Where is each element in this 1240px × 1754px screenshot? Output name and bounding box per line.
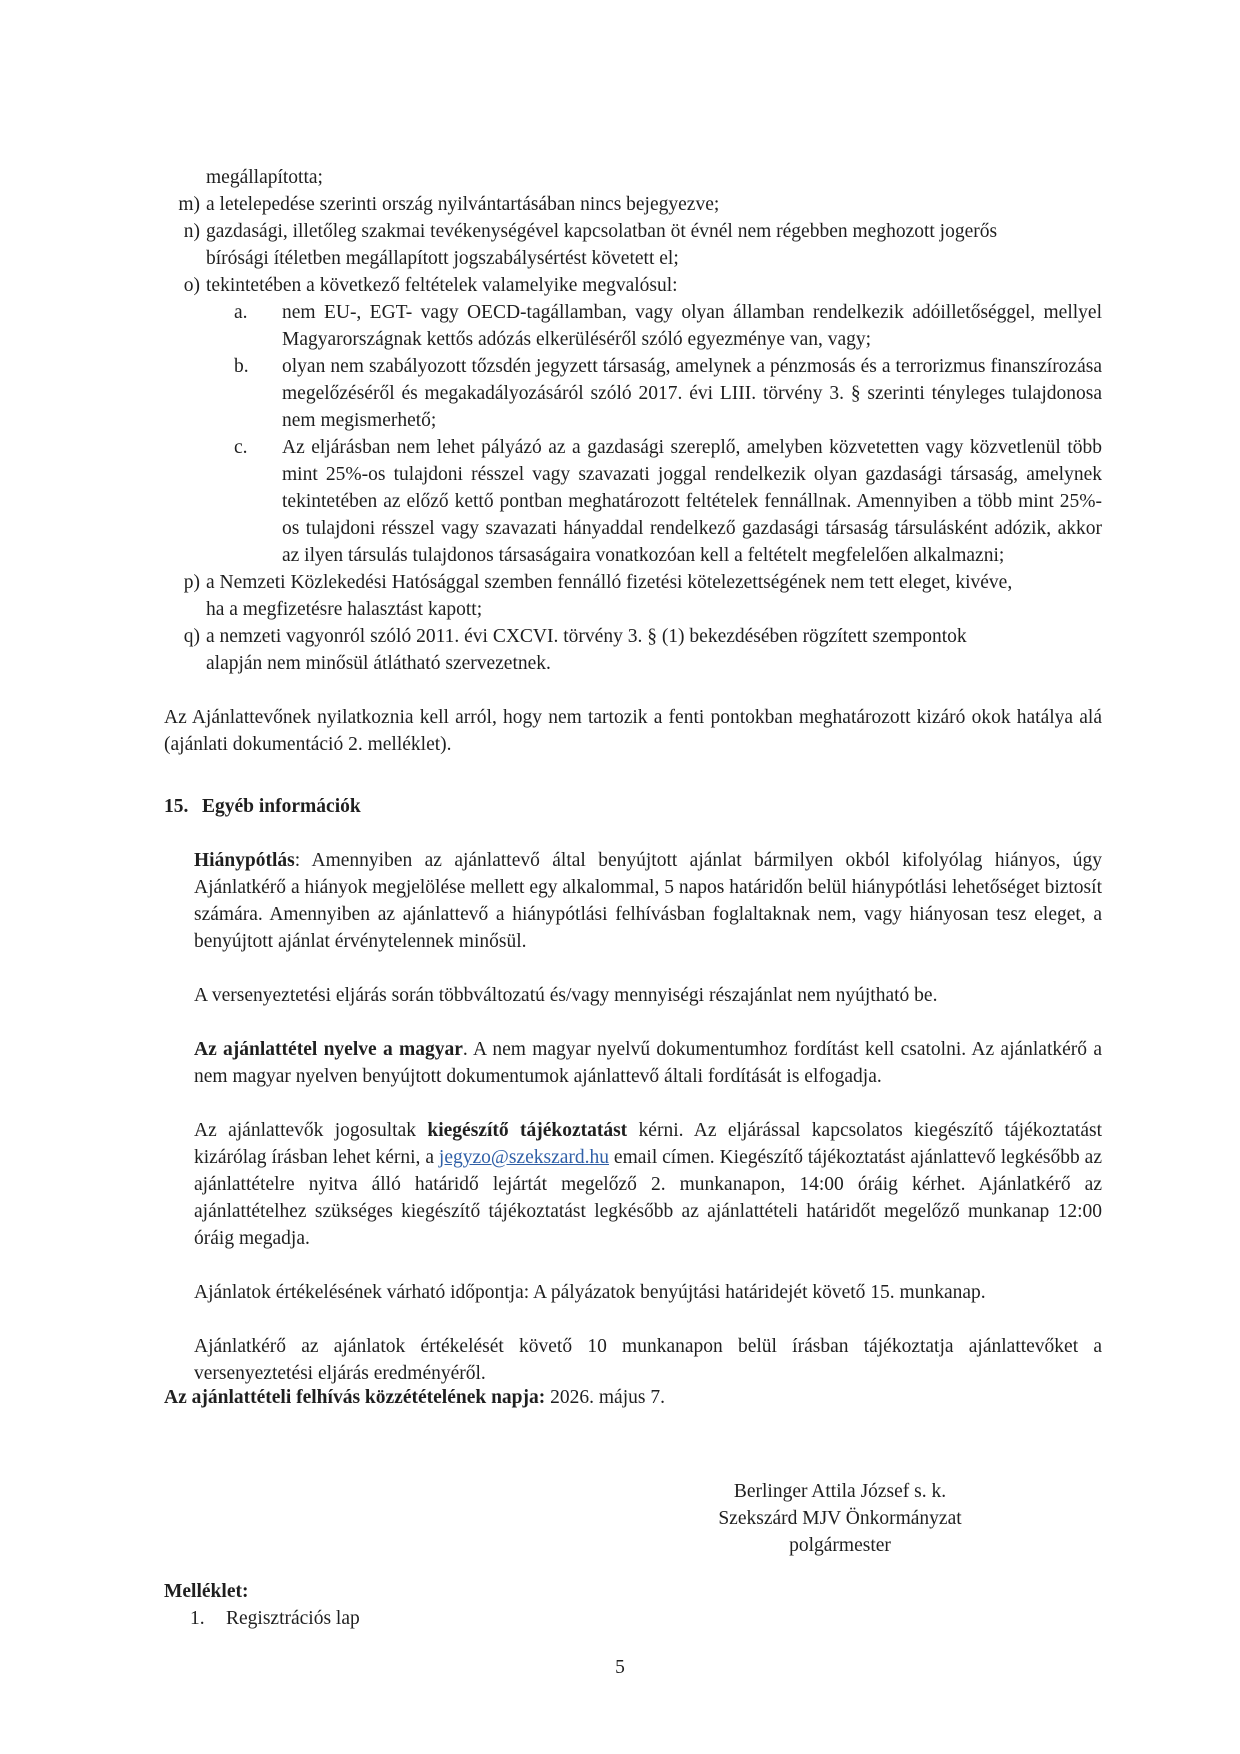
sub-item-b <box>164 353 1102 434</box>
signatory-role: polgármester <box>789 1535 891 1556</box>
publication-date: 2026. május 7. <box>545 1387 665 1408</box>
list-item-label: n) <box>183 221 200 242</box>
annex-block <box>164 1578 664 1632</box>
publication-date-line <box>164 1384 665 1411</box>
sub-item-a <box>164 299 1102 353</box>
list-item-text: a Nemzeti Közlekedési Hatósággal szemben fennálló fizetési kötelezettségének nem tett eleget, kivéve, <box>206 572 1013 593</box>
paragraph-evaluation-date: Ajánlatok értékelésének várható időpontja: A pályázatok benyújtási határidejét követő 15. munkanap. <box>194 1282 986 1303</box>
section-body <box>164 847 1102 1387</box>
list-item-text: megállapította; <box>206 167 323 188</box>
list-item-n <box>164 218 1102 245</box>
list-item-text: a letelepedése szerinti ország nyilvántartásában nincs bejegyezve; <box>206 194 720 215</box>
signatory-name: Berlinger Attila József s. k. <box>733 1481 947 1502</box>
paragraph-supplementary-info: Az ajánlattevők jogosultak kiegészítő tájékoztatást kérni. Az eljárással kapcsolatos kiegészítő tájékoztatást kizárólag írásban lehet kérni, a jegyzo@szekszard.hu email címen. Kiegészítő tájékoztatást ajánlattevő legkésőbb az ajánlattételre nyitva álló határidő lejártát megelőző 2. munkanapon, 14:00 óráig kérhet. Ajánlatkérő az ajánlattételhez szükséges kiegészítő tájékoztatást legkésőbb az ajánlattételi határidőt megelőző munkanap 12:00 óráig megadja. <box>194 1120 1102 1249</box>
sub-item-text: nem EU-, EGT- vagy OECD-tagállamban, vagy olyan államban rendelkezik adóilletőséggel, mellyel Magyarországnak kettős adózás elkerüléséről szóló egyezménye van, vagy; <box>282 302 1102 350</box>
annex-title: Melléklet: <box>164 1581 249 1602</box>
paragraph-result-notice: Ajánlatkérő az ajánlatok értékelését követő 10 munkanapon belül írásban tájékoztatja ajánlattevőket a versenyeztetési eljárás eredményéről. <box>194 1336 1102 1384</box>
paragraph-bold-term: kiegészítő tájékoztatást <box>427 1120 628 1141</box>
publication-label: Az ajánlattételi felhívás közzétételének napja: <box>164 1387 546 1408</box>
section-heading <box>164 793 1102 820</box>
section-title: Egyéb információk <box>202 796 361 817</box>
sub-item-text: Az eljárásban nem lehet pályázó az a gazdasági szereplő, amelyben közvetetten vagy közvetlenül több mint 25%-os tulajdoni résszel vagy szavazati joggal rendelkezik olyan gazdasági társaság, amelynek tekintetében az előző kettő pontban meghatározott feltételek fennállnak. Amennyiben a több mint 25%-os tulajdoni résszel vagy szavazati hányaddal rendelkező gazdasági társaság társulásként adózik, akkor az ilyen társulás tulajdonos társaságaira vonatkozóan kell a feltételt megfelelően alkalmazni; <box>282 437 1102 566</box>
paragraph-language: Az ajánlattétel nyelve a magyar. A nem magyar nyelvű dokumentumhoz fordítást kell csatolni. Az ajánlatkérő a nem magyar nyelven benyújtott dokumentumok ajánlattevő általi fordítását is elfogadja. <box>194 1039 1102 1087</box>
annex-item-number: 1. <box>190 1608 205 1629</box>
list-item-q-line2: alapján nem minősül átlátható szervezetnek. <box>206 653 551 674</box>
page-number: 5 <box>615 1657 625 1678</box>
list-item-n-line2: bírósági ítéletben megállapított jogszabálysértést követett el; <box>206 248 679 269</box>
page-content <box>164 164 1102 1387</box>
list-item-label: p) <box>183 572 200 593</box>
exclusion-declaration: Az Ajánlattevőnek nyilatkoznia kell arról, hogy nem tartozik a fenti pontokban meghatározott kizáró okok hatálya alá (ajánlati dokumentáció 2. melléklet). <box>164 707 1102 755</box>
annex-item-text: Regisztrációs lap <box>226 1608 360 1629</box>
list-item-label: o) <box>183 275 200 296</box>
paragraph-reszajanlat: A versenyeztetési eljárás során többváltozatú és/vagy mennyiségi részajánlat nem nyújtható be. <box>194 985 938 1006</box>
annex-item <box>164 1605 664 1632</box>
paragraph-hianypotlas: Hiánypótlás: Amennyiben az ajánlattevő által benyújtott ajánlat bármilyen okból kifolyólag hiányos, úgy Ajánlatkérő a hiányok megjelölése mellett egy alkalommal, 5 napos határidőn belül hiánypótlási lehetőséget biztosít számára. Amennyiben az ajánlattevő a hiánypótlási felhívásban foglaltaknak nem, vagy hiányosan tesz eleget, a benyújtott ajánlat érvénytelennek minősül. <box>194 850 1102 952</box>
list-item-label: m) <box>178 194 200 215</box>
paragraph-bold-lead: Hiánypótlás <box>194 850 295 871</box>
sub-item-text: olyan nem szabályozott tőzsdén jegyzett társaság, amelynek a pénzmosás és a terrorizmus finanszírozása megelőzéséről és megakadályozásáról szóló 2017. évi LIII. törvény 3. § szerinti tényleges tulajdonosa nem megismerhető; <box>282 356 1102 431</box>
email-link[interactable]: jegyzo@szekszard.hu <box>438 1147 610 1168</box>
paragraph-bold-lead: Az ajánlattétel nyelve a magyar <box>194 1039 463 1060</box>
section-number: 15. <box>164 796 189 817</box>
signatory-organization: Szekszárd MJV Önkormányzat <box>718 1508 962 1529</box>
list-item-q <box>164 623 1102 650</box>
list-item-p <box>164 569 1102 596</box>
list-item-label: q) <box>183 626 200 647</box>
sub-item-label: c. <box>234 437 248 458</box>
list-item-m <box>164 191 1102 218</box>
signature-block <box>690 1478 990 1559</box>
list-item-text: a nemzeti vagyonról szóló 2011. évi CXCVI. törvény 3. § (1) bekezdésében rögzített szempontok <box>206 626 967 647</box>
sub-item-label: b. <box>234 356 249 377</box>
list-item-o <box>164 272 1102 299</box>
list-item-p-line2: ha a megfizetésre halasztást kapott; <box>206 599 483 620</box>
sub-item-c <box>164 434 1102 569</box>
list-item-text: gazdasági, illetőleg szakmai tevékenységével kapcsolatban öt évnél nem régebben meghozott jogerős <box>206 221 998 242</box>
sub-item-label: a. <box>234 302 248 323</box>
list-item-l-continuation <box>164 164 1102 191</box>
list-item-text: tekintetében a következő feltételek valamelyike megvalósul: <box>206 275 678 296</box>
